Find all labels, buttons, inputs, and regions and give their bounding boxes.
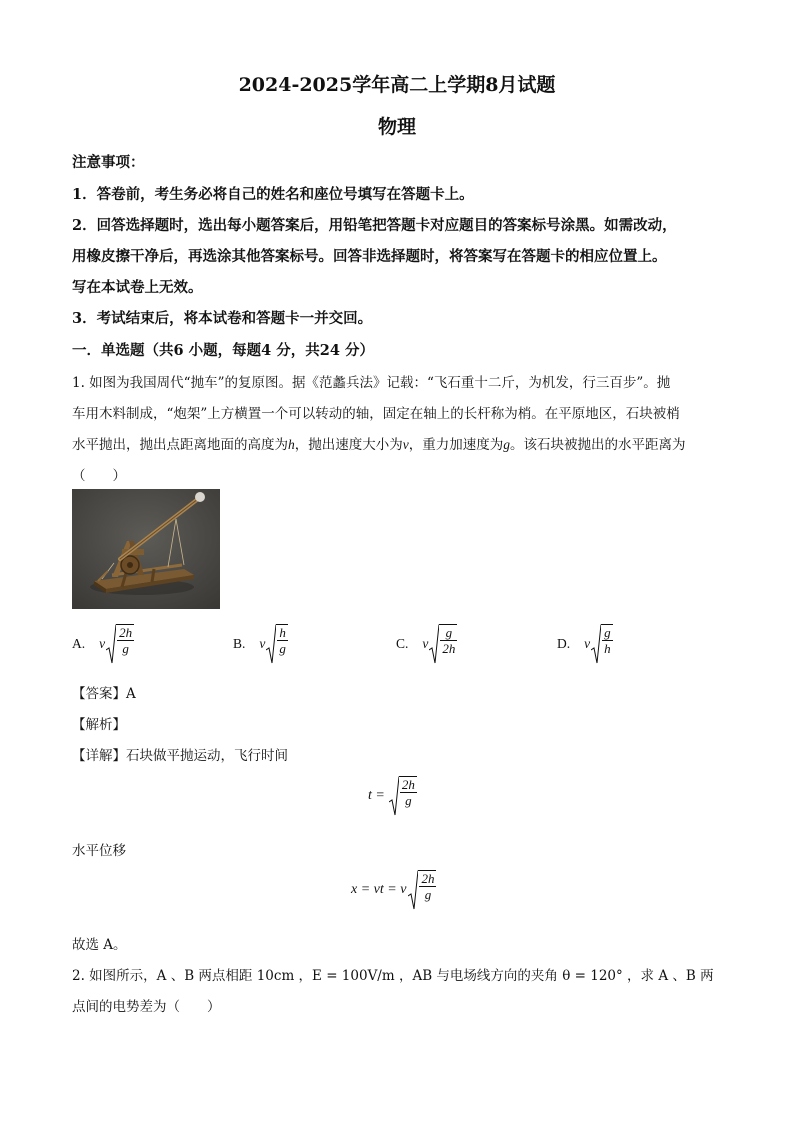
q1-line-1: 1. 如图为我国周代“抛车”的复原图。据《范蠡兵法》记载：“飞石重十二斤，为机发，行三百步”。抛	[72, 375, 671, 391]
option-b-sqrt	[266, 624, 288, 664]
option-b-num: h	[279, 625, 286, 640]
option-d-num: g	[604, 625, 611, 640]
exam-title: 2024-2025学年高二上学期8月试题	[238, 74, 556, 96]
option-d[interactable]	[557, 624, 613, 664]
option-c-num: g	[440, 625, 457, 641]
equation-displacement-lhs: x = vt = v	[351, 882, 407, 897]
equation-time-den: g	[405, 793, 412, 808]
conclusion-line: 故选 A。	[72, 937, 127, 953]
horizontal-displacement-label: 水平位移	[72, 843, 126, 859]
option-c-den: 2h	[442, 641, 456, 656]
catapult-photo	[72, 489, 220, 609]
equation-time-sqrt	[389, 776, 417, 816]
q1-line-3-part-a: 水平抛出，抛出点距离地面的高度为	[72, 437, 288, 453]
notes-item-3: 3．考试结束后，将本试卷和答题卡一并交回。	[72, 310, 373, 327]
option-a[interactable]	[72, 624, 134, 664]
q1-line-2: 车用木料制成，“炮架”上方横置一个可以转动的轴，固定在轴上的长杆称为梢。在平原地区，石块被梢	[72, 406, 680, 422]
equation-displacement	[351, 870, 436, 910]
equation-displacement-den: g	[424, 887, 432, 902]
q1-line-4: （ ）	[72, 468, 126, 484]
option-c-sqrt	[429, 624, 457, 664]
option-b-v: v	[259, 636, 266, 651]
equation-displacement-sqrt	[408, 870, 436, 910]
equation-time-num: 2h	[401, 777, 415, 792]
option-a-label: A.	[72, 636, 86, 651]
q1-line-3	[72, 433, 686, 453]
option-c-label: C.	[396, 636, 409, 651]
equation-displacement-num: 2h	[421, 871, 435, 886]
option-a-sqrt	[106, 624, 134, 664]
option-d-label: D.	[557, 636, 571, 651]
notes-item-2-line-3: 写在本试卷上无效。	[72, 279, 203, 296]
q2-line-1: 2. 如图所示，A 、B 两点相距 10cm ，E = 100V/m ，AB 与电场线方向的夹角 θ = 120° ，求 A 、B 两	[72, 968, 714, 984]
notes-heading: 注意事项：	[72, 154, 145, 171]
notes-item-1: 1．答卷前，考生务必将自己的姓名和座位号填写在答题卡上。	[72, 186, 474, 203]
q1-line-3-part-b: ，抛出速度大小为	[294, 437, 403, 453]
q1-line-3-part-d: 。该石块被抛出的水平距离为	[510, 437, 686, 453]
option-d-sqrt	[591, 624, 613, 664]
equation-time-lhs: t =	[368, 788, 385, 803]
answer-line: 【答案】A	[72, 686, 136, 702]
q1-line-3-part-c: ，重力加速度为	[408, 437, 504, 453]
equation-time	[368, 776, 417, 816]
var-h: h	[288, 437, 295, 452]
option-a-num: 2h	[119, 625, 133, 640]
q2-line-2: 点间的电势差为（ ）	[72, 999, 221, 1015]
notes-item-2-line-2: 用橡皮擦干净后，再选涂其他答案标号。回答非选择题时，将答案写在答题卡的相应位置上。	[72, 248, 667, 265]
analysis-heading: 【解析】	[72, 717, 126, 733]
option-d-den: h	[604, 641, 611, 656]
option-a-v: v	[99, 636, 106, 651]
option-c[interactable]	[396, 624, 457, 664]
option-b-den: g	[279, 641, 286, 656]
notes-item-2-line-1: 2．回答选择题时，选出每小题答案后，用铅笔把答题卡对应题目的答案标号涂黑。如需改动，	[72, 217, 677, 234]
option-d-v: v	[584, 636, 591, 651]
option-c-v: v	[422, 636, 429, 651]
option-b[interactable]	[233, 624, 288, 664]
option-b-label: B.	[233, 636, 246, 651]
detail-line: 【详解】石块做平抛运动，飞行时间	[72, 748, 288, 764]
var-v: v	[402, 437, 409, 452]
var-g: g	[503, 437, 510, 452]
section-heading: 一．单选题（共6 小题，每题4 分，共24 分）	[72, 342, 374, 359]
option-a-den: g	[122, 641, 129, 656]
subject-title: 物理	[377, 116, 416, 138]
